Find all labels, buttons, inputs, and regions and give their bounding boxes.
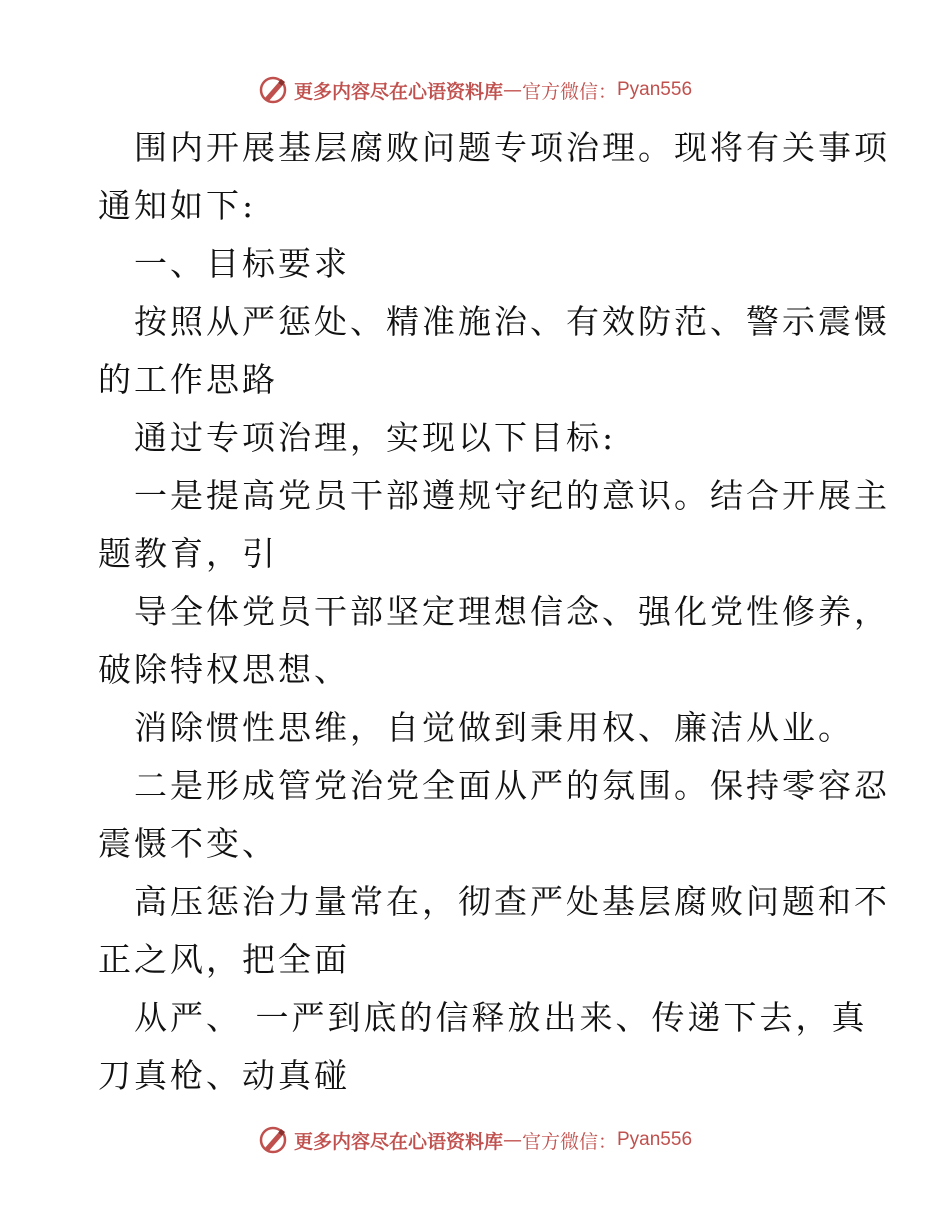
- body-line: 从严、 一严到底的信释放出来、传递下去，真: [134, 998, 868, 1037]
- pen-logo-icon: [258, 1125, 288, 1155]
- watermark-wechat-id: Pyan556: [617, 1129, 693, 1150]
- watermark-main-text: 更多内容尽在心语资料库: [293, 80, 503, 103]
- watermark-label: 官方微信：: [521, 80, 617, 103]
- body-line: 一是提高党员干部遵规守纪的意识。结合开展主: [134, 476, 890, 515]
- body-line: 震慑不变、: [98, 824, 278, 863]
- watermark-separator: —: [502, 79, 522, 101]
- body-line: 消除惯性思维，自觉做到秉用权、廉洁从业。: [134, 708, 854, 747]
- watermark-label: 官方微信：: [521, 1130, 617, 1153]
- body-line: 破除特权思想、: [98, 650, 350, 689]
- body-line: 正之风，把全面: [98, 940, 350, 979]
- body-line: 导全体党员干部坚定理想信念、强化党性修养，: [134, 592, 890, 631]
- footer-watermark: [0, 1120, 950, 1160]
- body-line: 按照从严惩处、精准施治、有效防范、警示震慑: [134, 302, 890, 341]
- watermark-wechat-id: Pyan556: [617, 79, 693, 100]
- body-line: 题教育，引: [98, 534, 278, 573]
- body-line: 围内开展基层腐败问题专项治理。现将有关事项: [134, 128, 890, 167]
- pen-logo-icon: [258, 75, 288, 105]
- body-line: 高压惩治力量常在，彻查严处基层腐败问题和不: [134, 882, 890, 921]
- body-line: 的工作思路: [98, 360, 278, 399]
- header-watermark: [0, 70, 950, 110]
- body-line: 通知如下:: [98, 186, 257, 225]
- body-line: 刀真枪、动真碰: [98, 1056, 350, 1095]
- body-line: 二是形成管党治党全面从严的氛围。保持零容忍: [134, 766, 890, 805]
- watermark-main-text: 更多内容尽在心语资料库: [293, 1130, 503, 1153]
- body-line: 通过专项治理，实现以下目标:: [134, 418, 617, 457]
- section-heading: 一、目标要求: [134, 244, 350, 283]
- watermark-separator: —: [502, 1129, 522, 1151]
